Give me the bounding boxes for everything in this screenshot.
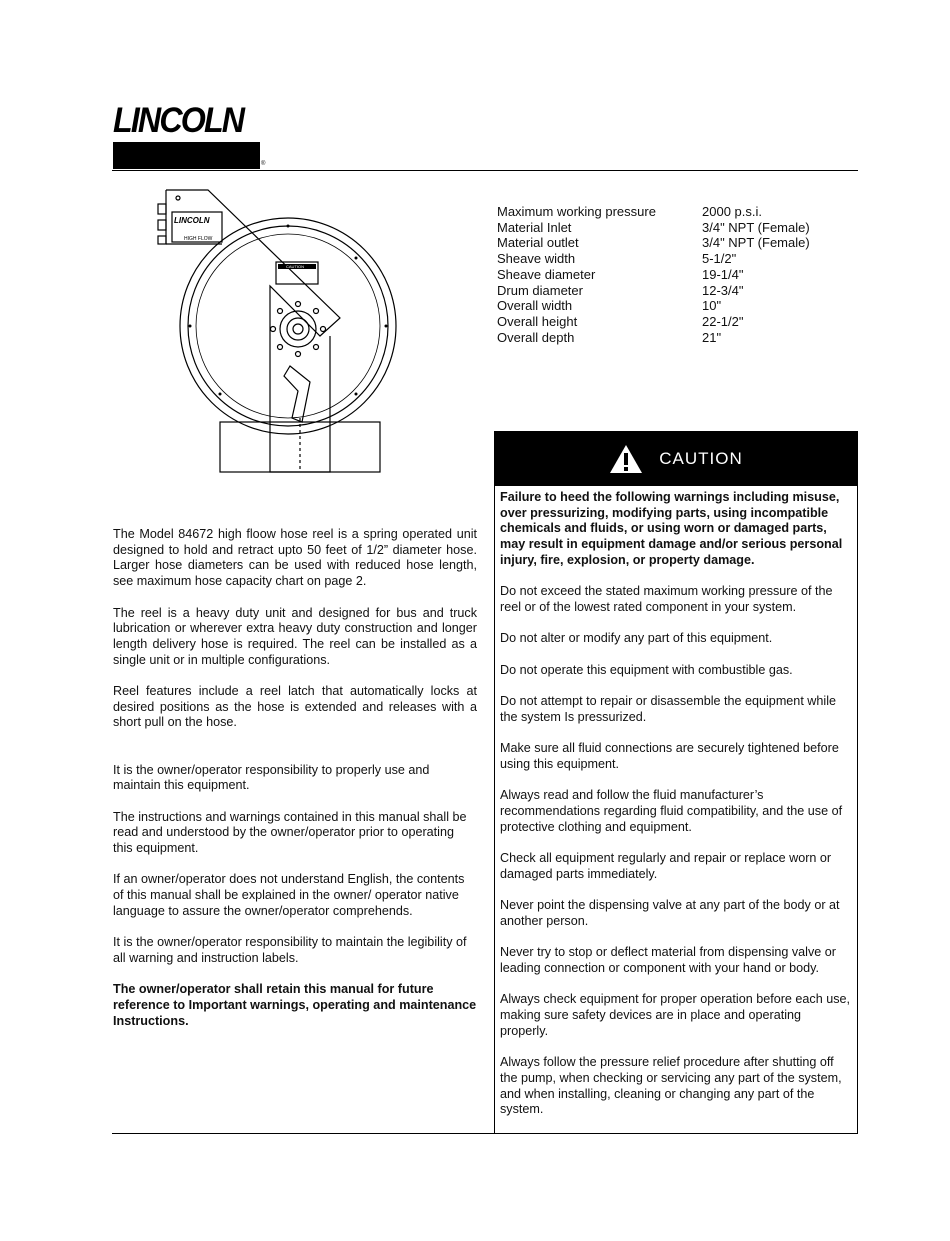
spec-value: 2000 p.s.i. (702, 204, 762, 219)
caution-item: Check all equipment regularly and repair or replace worn or damaged parts immediately. (500, 851, 832, 881)
responsibility-paragraph: It is the owner/operator responsibility to properly use and maintain this equipment. (113, 762, 430, 793)
label-title: CAUTION (286, 264, 304, 269)
retain-manual-paragraph: The owner/operator shall retain this manual for future reference to Important warnings, operating and maintenance Instructions. (113, 982, 477, 1028)
caution-item: Do not alter or modify any part of this equipment. (500, 631, 773, 646)
caution-body (500, 490, 852, 1118)
spec-row (497, 298, 837, 314)
spec-value: 22-1/2" (702, 313, 744, 329)
description-paragraph: The reel is a heavy duty unit and designed for bus and truck lubrication or wherever extra heavy duty construction and longer length delivery hose is required. The reel can be installed as a single unit or in multiple configurations. (113, 605, 477, 667)
caution-item: Do not exceed the stated maximum working pressure of the reel or of the lowest rated component in your system. (500, 584, 833, 614)
logo-wordmark: LINCOLN (113, 101, 244, 140)
spec-label: Overall height (497, 313, 578, 329)
spec-label: Sheave diameter (497, 266, 596, 282)
caution-item: Never point the dispensing valve at any part of the body or at another person. (500, 898, 840, 928)
lincoln-logo (113, 101, 273, 167)
description-paragraph: The Model 84672 high floow hose reel is a spring operated unit designed to hold and retract upto 50 feet of 1/2” diameter hose. Larger hose diameters can be used with reduced hose length, see maximum hose capacity chart on page 2. (113, 527, 477, 589)
spec-row (497, 314, 837, 330)
caution-item: Do not attempt to repair or disassemble the equipment while the system Is pressurized. (500, 694, 837, 724)
caution-item: Make sure all fluid connections are securely tightened before using this equipment. (500, 741, 839, 771)
spec-label: Overall depth (497, 329, 575, 345)
header-rule (112, 170, 858, 171)
caution-item: Never try to stop or deflect material from dispensing valve or leading connection or component with your hand or body. (500, 945, 836, 975)
spec-label: Material outlet (497, 235, 579, 251)
responsibility-paragraph: If an owner/operator does not understand English, the contents of this manual shall be explained in the owner/ operator native language to assure the owner/operator comprehends. (113, 872, 465, 918)
plate-brand: LINCOLN (174, 216, 210, 225)
caution-item: Always read and follow the fluid manufacturer’s recommendations regarding fluid compatibility, and the use of protective clothing and equipment. (500, 788, 843, 834)
spec-value: 3/4" NPT (Female) (702, 235, 810, 251)
logo-bar (113, 142, 260, 169)
responsibility-paragraph: It is the owner/operator responsibility to maintain the legibility of all warning and instruction labels. (113, 935, 467, 965)
caution-header (495, 432, 857, 486)
spec-row (497, 267, 837, 283)
reel-base (220, 422, 380, 472)
caution-item: Always follow the pressure relief procedure after shutting off the pump, when checking or servicing any part of the system, and when installing, cleaning or changing any part of the system. (500, 1055, 842, 1117)
registered-mark: ® (261, 161, 266, 167)
spec-row (497, 220, 837, 236)
spec-row (497, 330, 837, 346)
responsibility-paragraph: The instructions and warnings contained in this manual shall be read and understood by the owner/operator prior to operating this equipment. (113, 809, 467, 855)
plate-sub: HIGH FLOW (184, 236, 213, 242)
spec-row (497, 204, 837, 220)
caution-item: Do not operate this equipment with combustible gas. (500, 662, 793, 677)
spec-label: Maximum working pressure (497, 204, 656, 219)
description-column (113, 527, 477, 1029)
caution-item: Always check equipment for proper operation before each use, making sure safety devices are in place and operating properly. (500, 992, 851, 1038)
spec-label: Drum diameter (497, 282, 583, 298)
caution-box (494, 431, 858, 1134)
caution-title: CAUTION (659, 449, 743, 468)
reel-latch (284, 366, 310, 422)
spec-value: 10" (702, 298, 722, 314)
spec-row (497, 251, 837, 267)
spec-value: 21" (702, 329, 722, 345)
reel-hub (280, 311, 316, 347)
spec-label: Material Inlet (497, 219, 572, 235)
hose-reel-illustration (150, 186, 410, 476)
hub-bolts (271, 302, 326, 357)
spec-row (497, 283, 837, 299)
specifications-list (497, 204, 837, 345)
spec-label: Sheave width (497, 251, 576, 267)
warning-icon (609, 444, 643, 474)
spec-value: 3/4" NPT (Female) (702, 219, 810, 235)
spec-value: 5-1/2" (702, 251, 737, 267)
description-paragraph: Reel features include a reel latch that automatically locks at desired positions as the hose is extended and releases with a short pull on the hose. (113, 684, 477, 730)
footer-rule (112, 1133, 858, 1134)
spec-value: 12-3/4" (702, 282, 744, 298)
spec-value: 19-1/4" (702, 266, 744, 282)
spec-label: Overall width (497, 298, 573, 314)
caution-intro: Failure to heed the following warnings including misuse, over pressurizing, modifying parts, using incompatible chemicals and fluids, or using worn or damaged parts, may result in equipment damage and/or serious personal injury, fire, explosion, or property damage. (500, 490, 843, 567)
spec-row (497, 235, 837, 251)
